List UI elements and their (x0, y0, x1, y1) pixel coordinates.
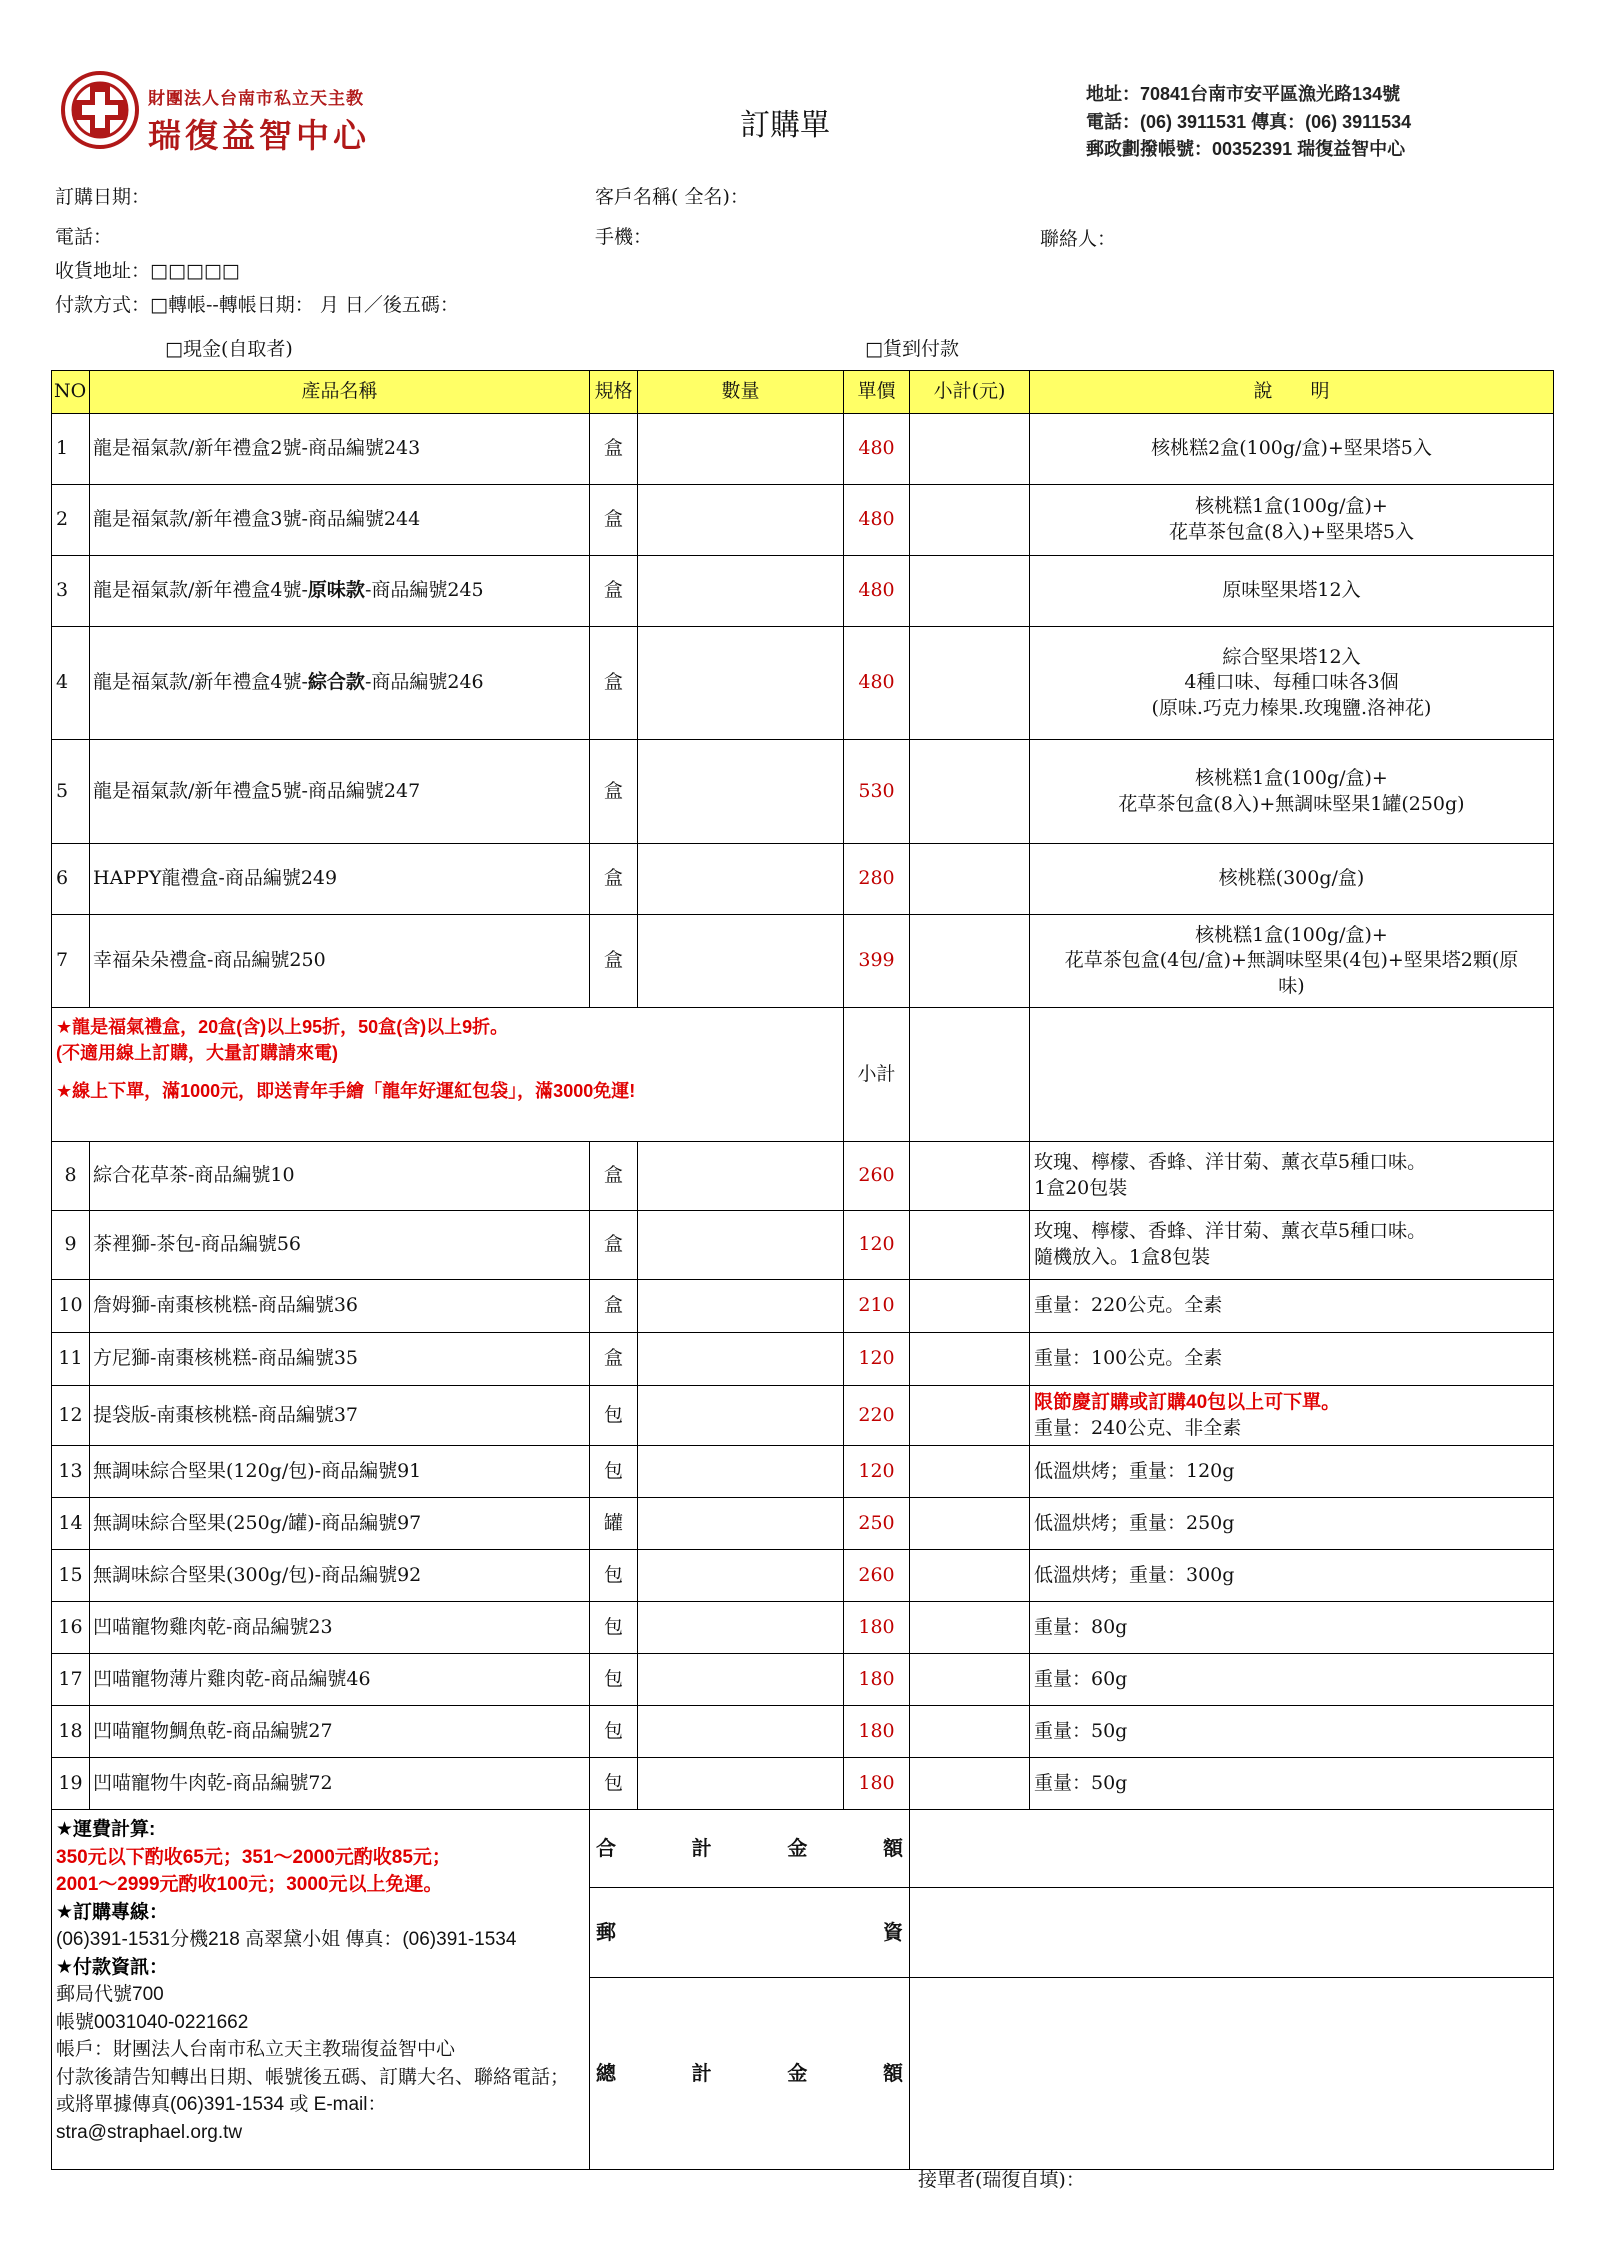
order-table (51, 370, 1554, 2170)
payment-info-title: ★付款資訊： (56, 1956, 169, 1978)
quantity-cell[interactable] (638, 627, 844, 740)
quantity-cell[interactable] (638, 485, 844, 556)
quantity-cell[interactable] (638, 1280, 844, 1333)
quantity-cell[interactable] (638, 1602, 844, 1654)
fax-email-text: 或將單據傳真(06)391-1534 或 E-mail： (56, 2094, 387, 2116)
total-amount-cell[interactable] (910, 1810, 1554, 1888)
table-row: 4 龍是福氣款/新年禮盒4號-綜合款-商品編號246 盒 480 綜合堅果塔12入 4種口味、每種口味各3個 (原味.巧克力榛果.玫瑰鹽.洛神花) (52, 627, 1554, 740)
table-row: 1 龍是福氣款/新年禮盒2號-商品編號243 盒 480 核桃糕2盒(100g/盒)+堅果塔5入 (52, 414, 1554, 485)
table-row: 19 凹喵寵物牛肉乾-商品編號72 包 180 重量：50g (52, 1758, 1554, 1810)
table-row: 16 凹喵寵物雞肉乾-商品編號23 包 180 重量：80g (52, 1602, 1554, 1654)
subtotal-cell[interactable] (910, 915, 1030, 1008)
account-number: 帳號0031040-0221662 (56, 2011, 249, 2033)
quantity-cell[interactable] (638, 1498, 844, 1550)
cod-option: □貨到付款 (865, 338, 959, 360)
hotline-text: (06)391-1531分機218 高翠黛小姐 傳真：(06)391-1534 (56, 1929, 517, 1951)
promo-subtotal-cell[interactable] (910, 1008, 1030, 1142)
payment-notice: 付款後請告知轉出日期、帳號後五碼、訂購大名、聯絡電話； (56, 2066, 570, 2088)
phone-fax-line: 電話：(06) 3911531 傳真：(06) 3911534 (1086, 112, 1412, 132)
header-subtotal: 小計(元) (910, 371, 1030, 414)
promo-line-2: (不適用線上訂購，大量訂購請來電) (56, 1043, 338, 1064)
promo-row (52, 1008, 1554, 1142)
quantity-cell[interactable] (638, 844, 844, 915)
contact-person-label: 聯絡人： (1040, 228, 1117, 250)
header-unit-price: 單價 (844, 371, 910, 414)
address-line: 地址：70841台南市安平區漁光路134號 (1086, 84, 1401, 104)
table-row: 7 幸福朵朵禮盒-商品編號250 盒 399 核桃糕1盒(100g/盒)+ 花草茶包盒(4包/盒)+無調味堅果(4包)+堅果塔2顆(原 味) (52, 915, 1554, 1008)
quantity-cell[interactable] (638, 556, 844, 627)
quantity-cell[interactable] (638, 1550, 844, 1602)
subtotal-cell[interactable] (910, 1280, 1030, 1333)
header-spec: 規格 (590, 371, 638, 414)
subtotal-cell[interactable] (910, 740, 1030, 844)
shipping-title: ★運費計算: (56, 1819, 156, 1840)
quantity-cell[interactable] (638, 1386, 844, 1446)
quantity-cell[interactable] (638, 414, 844, 485)
table-row: 9 茶裡獅-茶包-商品編號56 盒 120 玫瑰、檸檬、香蜂、洋甘菊、薰衣草5種口味。 隨機放入。1盒8包裝 (52, 1211, 1554, 1280)
table-row: 13 無調味綜合堅果(120g/包)-商品編號91 包 120 低溫烘烤；重量：120g (52, 1446, 1554, 1498)
subtotal-cell[interactable] (910, 627, 1030, 740)
subtotal-cell[interactable] (910, 1498, 1030, 1550)
subtotal-cell[interactable] (910, 1211, 1030, 1280)
cash-option: □現金(自取者) (165, 338, 293, 360)
table-row: 18 凹喵寵物鯛魚乾-商品編號27 包 180 重量：50g (52, 1706, 1554, 1758)
postage-amount-cell[interactable] (910, 1888, 1554, 1978)
table-row: 14 無調味綜合堅果(250g/罐)-商品編號97 罐 250 低溫烘烤；重量：250g (52, 1498, 1554, 1550)
hotline-title: ★訂購專線： (56, 1901, 169, 1923)
post-code: 郵局代號700 (56, 1984, 164, 2006)
subtotal-cell[interactable] (910, 1446, 1030, 1498)
subtotal-cell[interactable] (910, 414, 1030, 485)
quantity-cell[interactable] (638, 1211, 844, 1280)
table-row: 10 詹姆獅-南棗核桃糕-商品編號36 盒 210 重量：220公克。全素 (52, 1280, 1554, 1333)
customer-name-label: 客戶名稱( 全名)： (595, 186, 749, 208)
delivery-address-label: 收貨地址：□□□□□ (55, 260, 240, 282)
info-panel (52, 1810, 590, 2170)
subtotal-cell[interactable] (910, 556, 1030, 627)
postal-account-line: 郵政劃撥帳號：00352391 瑞復益智中心 (1086, 139, 1406, 159)
header-product-name: 產品名稱 (90, 371, 590, 414)
org-name-line2: 瑞復益智中心 (148, 116, 370, 155)
order-date-label: 訂購日期： (55, 186, 151, 208)
quantity-cell[interactable] (638, 1654, 844, 1706)
summary-row-total (52, 1810, 1554, 1888)
restriction-note: 限節慶訂購或訂購40包以上可下單。 (1034, 1391, 1341, 1413)
receiver-label: 接單者(瑞復自填)： (918, 2169, 1085, 2191)
quantity-cell[interactable] (638, 1333, 844, 1386)
page-title: 訂購單 (740, 108, 830, 143)
promo-subtotal-label: 小計 (844, 1008, 910, 1142)
subtotal-cell[interactable] (910, 1654, 1030, 1706)
promo-line-3: ★線上下單，滿1000元，即送青年手繪「龍年好運紅包袋」，滿3000免運! (56, 1081, 636, 1102)
header-quantity: 數量 (638, 371, 844, 414)
subtotal-cell[interactable] (910, 1758, 1030, 1810)
shipping-rule-1: 350元以下酌收65元；351～2000元酌收85元； (56, 1846, 451, 1868)
table-row: 11 方尼獅-南棗核桃糕-商品編號35 盒 120 重量：100公克。全素 (52, 1333, 1554, 1386)
table-row: 6 HAPPY龍禮盒-商品編號249 盒 280 核桃糕(300g/盒) (52, 844, 1554, 915)
table-row: 2 龍是福氣款/新年禮盒3號-商品編號244 盒 480 核桃糕1盒(100g/盒)+ 花草茶包盒(8入)+堅果塔5入 (52, 485, 1554, 556)
table-row: 17 凹喵寵物薄片雞肉乾-商品編號46 包 180 重量：60g (52, 1654, 1554, 1706)
quantity-cell[interactable] (638, 1706, 844, 1758)
subtotal-cell[interactable] (910, 1333, 1030, 1386)
account-name: 帳戶：財團法人台南市私立天主教瑞復益智中心 (56, 2039, 456, 2061)
subtotal-cell[interactable] (910, 844, 1030, 915)
grand-total-label: 總 計 金 額 (590, 1978, 910, 2170)
mobile-label: 手機： (595, 226, 653, 248)
grand-total-amount-cell[interactable] (910, 1978, 1554, 2170)
quantity-cell[interactable] (638, 915, 844, 1008)
email-address: stra@straphael.org.tw (56, 2122, 243, 2144)
promo-line-1: ★龍是福氣禮盒，20盒(含)以上95折，50盒(含)以上9折。 (56, 1017, 509, 1037)
total-label: 合 計 金 額 (590, 1810, 910, 1888)
shipping-rule-2: 2001～2999元酌收100元；3000元以上免運。 (56, 1874, 443, 1896)
subtotal-cell[interactable] (910, 1706, 1030, 1758)
subtotal-cell[interactable] (910, 1602, 1030, 1654)
table-row: 5 龍是福氣款/新年禮盒5號-商品編號247 盒 530 核桃糕1盒(100g/盒)+ 花草茶包盒(8入)+無調味堅果1罐(250g) (52, 740, 1554, 844)
org-name-line1: 財團法人台南市私立天主教 (148, 89, 364, 109)
payment-method-label: 付款方式：□轉帳--轉帳日期： 月 日／後五碼： (55, 294, 459, 316)
subtotal-cell[interactable] (910, 1386, 1030, 1446)
table-row: 8 綜合花草茶-商品編號10 盒 260 玫瑰、檸檬、香蜂、洋甘菊、薰衣草5種口味。 1盒20包裝 (52, 1142, 1554, 1211)
quantity-cell[interactable] (638, 740, 844, 844)
table-row: 3 龍是福氣款/新年禮盒4號-原味款-商品編號245 盒 480 原味堅果塔12入 (52, 556, 1554, 627)
quantity-cell[interactable] (638, 1142, 844, 1211)
table-row: 12 提袋版-南棗核桃糕-商品編號37 包 220 限節慶訂購或訂購40包以上可下單。 重量：240公克、非全素 (52, 1386, 1554, 1446)
subtotal-cell[interactable] (910, 1550, 1030, 1602)
subtotal-cell[interactable] (910, 1142, 1030, 1211)
header-no: NO (52, 371, 90, 414)
postage-label: 郵 資 (590, 1888, 910, 1978)
header-description: 說 明 (1030, 371, 1554, 414)
table-header-row (52, 371, 1554, 414)
phone-label: 電話： (55, 226, 113, 248)
quantity-cell[interactable] (638, 1758, 844, 1810)
org-logo-icon (60, 70, 140, 150)
table-row: 15 無調味綜合堅果(300g/包)-商品編號92 包 260 低溫烘烤；重量：300g (52, 1550, 1554, 1602)
quantity-cell[interactable] (638, 1446, 844, 1498)
subtotal-cell[interactable] (910, 485, 1030, 556)
